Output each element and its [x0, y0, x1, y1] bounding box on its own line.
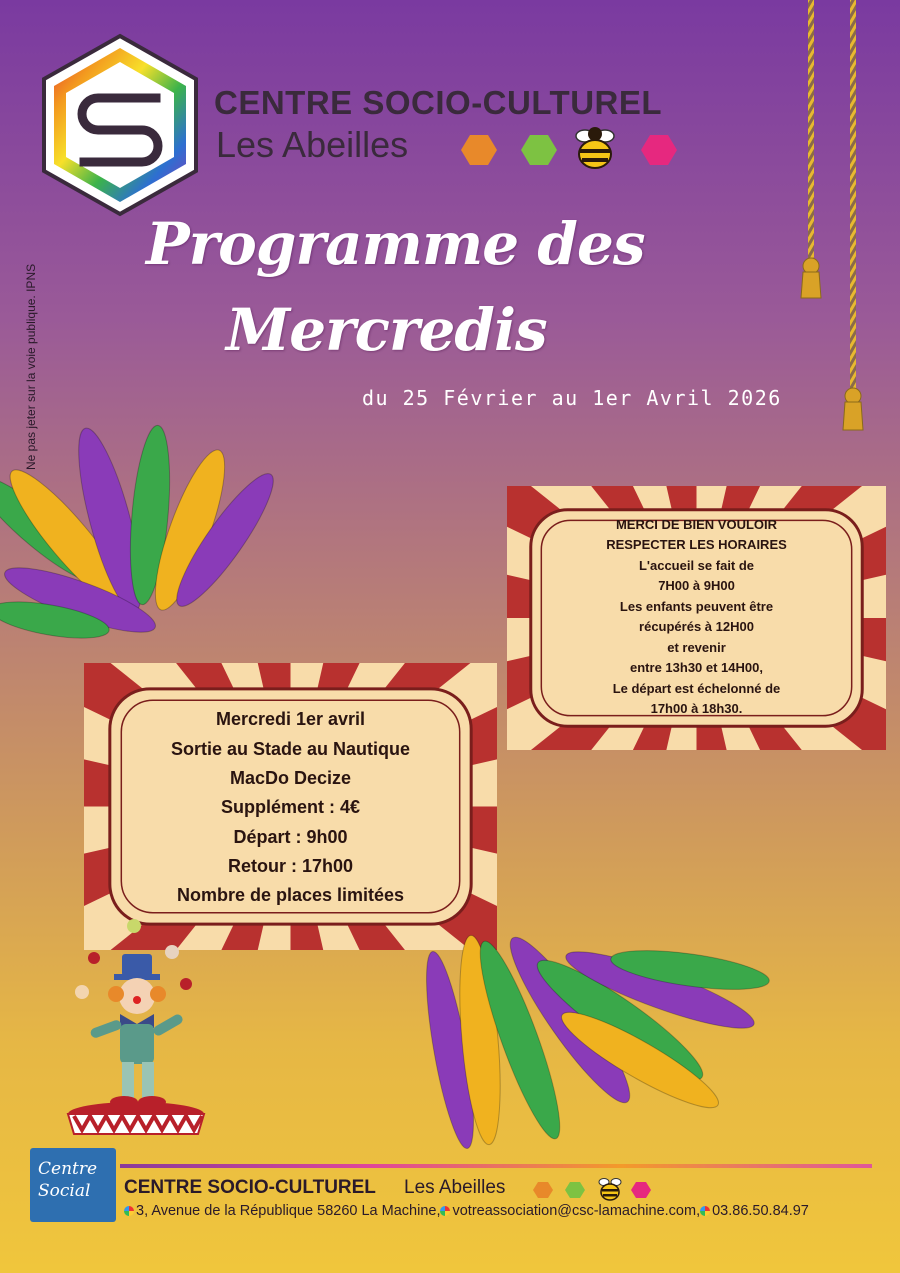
info-line: Le départ est échelonné de: [612, 680, 781, 696]
org-name: CENTRE SOCIO-CULTUREL: [214, 84, 663, 121]
feathers-decoration-right: [400, 910, 770, 1170]
page-title-line1: Programme des: [146, 210, 645, 278]
feathers-decoration-left: [0, 420, 280, 680]
location-icon: [124, 1206, 134, 1216]
orange-hexagon-icon: [461, 135, 497, 165]
info-line: Les enfants peuvent être: [619, 598, 774, 614]
outing-details-panel: [84, 663, 497, 950]
page-title-line2: Mercredis: [226, 296, 547, 364]
info-line: entre 13h30 et 14H00,: [630, 660, 763, 675]
footer-divider: [120, 1164, 872, 1168]
date-range: du 25 Février au 1er Avril 2026: [362, 386, 782, 410]
bee-icon: [599, 1179, 621, 1201]
outing-line: Départ : 9h00: [233, 826, 348, 847]
info-line: L'accueil se fait de: [638, 557, 755, 573]
side-note: Ne pas jeter sur la voie publique. IPNS: [24, 263, 38, 470]
green-hexagon-icon: [521, 135, 557, 165]
info-line: 7H00 à 9H00: [658, 578, 735, 593]
footer-phone[interactable]: 03.86.50.84.97: [712, 1203, 809, 1219]
info-line: récupérés à 12H00: [639, 619, 754, 634]
footer-hexagon-row: [532, 1174, 656, 1204]
orange-hexagon-icon: [533, 1182, 553, 1198]
csc-hexagon-logo: [36, 32, 204, 218]
outing-line: Supplément : 4€: [220, 797, 361, 818]
footer-org-name: CENTRE SOCIO-CULTUREL: [124, 1177, 376, 1198]
footer-address: 3, Avenue de la République 58260 La Machine,: [136, 1203, 441, 1219]
green-hexagon-icon: [565, 1182, 585, 1198]
outing-line: Retour : 17h00: [227, 855, 354, 876]
outing-details-text: [128, 703, 453, 913]
outing-line: Sortie au Stade au Nautique: [170, 738, 411, 759]
outing-line: MacDo Decize: [229, 768, 352, 789]
pink-hexagon-icon: [641, 135, 677, 165]
hexagon-bee-row: [458, 118, 688, 180]
schedule-info-text: [547, 514, 846, 720]
footer-contact-line: [124, 1203, 809, 1219]
juggling-clown-illustration: [60, 916, 220, 1140]
schedule-info-panel: [507, 486, 886, 750]
info-line: et revenir: [667, 639, 726, 655]
outing-line: Nombre de places limitées: [176, 885, 405, 906]
pink-hexagon-icon: [631, 1182, 651, 1198]
info-line: MERCI DE BIEN VOULOIR: [615, 516, 778, 532]
centre-social-logo: [30, 1148, 116, 1222]
info-line: RESPECTER LES HORAIRES: [606, 537, 787, 552]
footer-org-subname: Les Abeilles: [404, 1177, 506, 1198]
phone-icon: [700, 1206, 710, 1216]
footer-email[interactable]: votreassociation@csc-lamachine.com,: [452, 1203, 701, 1219]
gold-tassels-decoration: [796, 0, 876, 440]
info-line: 17h00 à 18h30.: [650, 701, 743, 716]
bee-icon: [576, 127, 614, 168]
email-icon: [440, 1206, 450, 1216]
org-subname: Les Abeilles: [216, 124, 409, 165]
centre-social-logo-text: Centre Social: [38, 1159, 98, 1201]
outing-line: Mercredi 1er avril: [215, 709, 366, 730]
